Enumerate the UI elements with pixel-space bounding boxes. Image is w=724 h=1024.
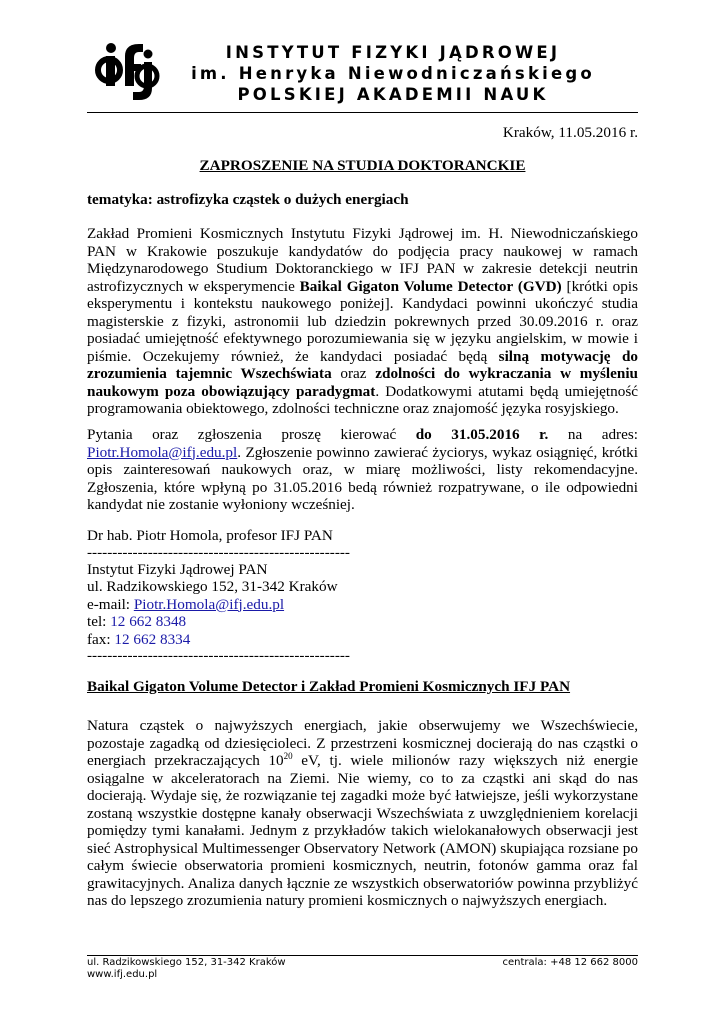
footer-phone: centrala: +48 12 662 8000 (502, 957, 638, 968)
p1-text-c: [krótki opis eksperymentu i kontekstu naukowego poniżej]. Kandydaci powinni ukończyć studia magisterskie z fizyki, astronomii lub dziedzin pokrewnych przed 30.09.2016 r. oraz posiadać umiejętność efektywnego porozumiewania się w języku angielskim, w mowie i piśmie. Oczekujemy również, że kandydaci posiadać będą (87, 277, 638, 365)
contact-address: ul. Radzikowskiego 152, 31-342 Kraków (87, 578, 338, 595)
header-line-2: im. Henryka Niewodniczańskiego (191, 64, 595, 83)
signature-block (87, 527, 638, 664)
header-divider (87, 112, 638, 113)
p2-bold-deadline: do 31.05.2016 r. (415, 426, 549, 443)
dashes-top: ---------------------------------------------------- (87, 543, 350, 561)
paragraph-invitation (87, 225, 638, 418)
p1-bold-paradigm: zdolności do wykraczania w myśleniu naukowym poza obowiązujący paradygmat (87, 365, 638, 400)
paragraph-science (87, 717, 638, 910)
fax-label: fax: (87, 630, 115, 648)
footer-address: ul. Radzikowskiego 152, 31-342 Kraków (87, 957, 286, 968)
p2-text-d: . Zgłoszenie powinno zawierać życiorys, wykaz osiągnięć, krótki opis zainteresowań naukowych oraz, w miarę możliwości, listy rekomendacyjne. Zgłoszenia, które wpłyną po 31.05.2016 bedą również rozpatrywane, o ile odpowiedni kandydat nie zostanie wyłoniony wcześniej. (87, 443, 638, 513)
email-label: e-mail: (87, 595, 134, 613)
footer-website[interactable]: www.ifj.edu.pl (87, 969, 158, 980)
document-title: ZAPROSZENIE NA STUDIA DOKTORANCKIE (199, 157, 526, 174)
p1-text-e: . Dodatkowymi atutami będą umiejętność programowania obiektowego, zdolności techniczne oraz znajomość języka rosyjskiego. (87, 382, 638, 417)
tel-label: tel: (87, 613, 111, 630)
p3-text-b: eV, tj. wiele milionów razy większych niż energie osiągalne w akceleratorach na Ziemi. Nie wiemy, co to za cząstki ani skąd do nas docierają. Wydaje się, że rozwiązanie tej zagadki może być łatwiejsze, jeśli wykorzystane zostaną wszystkie dostępne kanały obserwacji Wszechświata z uwzględnieniem korelacji pomiędzy tymi kanałami. Jednym z przykładów takich wielokanałowych obserwacji jest sieć Astrophysical Multimessenger Observatory Network (AMON) skupiająca rozsiane po całym świecie obserwatoria promieni kosmicznych, neutrin, fotonów gamma oraz fal grawitacyjnych. Analiza danych łącznie ze wszystkich obserwatoriów powinna przybliżyć nas do lepszego zrozumienia natury promieni kosmicznych o najwyższych energiach. (87, 752, 638, 909)
p1-bold-gvd: Baikal Gigaton Volume Detector (GVD) (299, 277, 562, 295)
header-line-1: INSTYTUT FIZYKI JĄDROWEJ (225, 43, 561, 62)
email-link[interactable]: Piotr.Homola@ifj.edu.pl (87, 443, 238, 461)
topic-line: tematyka: astrofizyka cząstek o dużych energiach (87, 191, 409, 208)
fax-number[interactable]: 12 662 8334 (114, 630, 191, 648)
contact-institute: Instytut Fizyki Jądrowej PAN (87, 560, 268, 578)
contact-fax (87, 631, 638, 649)
p1-text-d: oraz (331, 365, 376, 382)
p3-exponent: 20 (283, 751, 293, 761)
p2-text-c: na adres: (548, 426, 638, 443)
contact-tel (87, 613, 638, 631)
footer-divider (87, 955, 638, 956)
tel-number[interactable]: 12 662 8348 (110, 613, 187, 630)
institute-header (168, 42, 618, 105)
p3-text-a: Natura cząstek o najwyższych energiach, jakie obserwujemy we Wszechświecie, pozostaje zagadką od dziesięcioleci. Z przestrzeni kosmicznej docierają do nas cząstki o energiach przekraczających 10 (87, 717, 638, 769)
footer-left (87, 957, 286, 981)
p2-text-a: Pytania oraz zgłoszenia proszę kierować (87, 426, 416, 443)
document-date: Kraków, 11.05.2016 r. (502, 124, 638, 141)
section-2-title: Baikal Gigaton Volume Detector i Zakład Promieni Kosmicznych IFJ PAN (87, 678, 571, 695)
contact-email-link[interactable]: Piotr.Homola@ifj.edu.pl (133, 595, 285, 613)
contact-email (87, 596, 638, 614)
signature-name: Dr hab. Piotr Homola, profesor IFJ PAN (87, 527, 333, 544)
dashes-bottom: ---------------------------------------------------- (87, 647, 350, 664)
p1-text-a: Zakład Promieni Kosmicznych Instytutu Fizyki Jądrowej im. H. Niewodniczańskiego PAN w Krakowie poszukuje kandydatów do podjęcia pracy naukowej w ramach Międzynarodowego Studium Doktoranckiego w IFJ PAN w zakresie detekcji neutrin astrofizycznych w eksperymencie (87, 225, 638, 295)
paragraph-applications (87, 426, 638, 514)
header-line-3: POLSKIEJ AKADEMII NAUK (237, 85, 549, 104)
ifj-logo-icon (95, 40, 160, 102)
p1-bold-motivation: silną motywację do zrozumienia tajemnic Wszechświata (87, 347, 638, 382)
